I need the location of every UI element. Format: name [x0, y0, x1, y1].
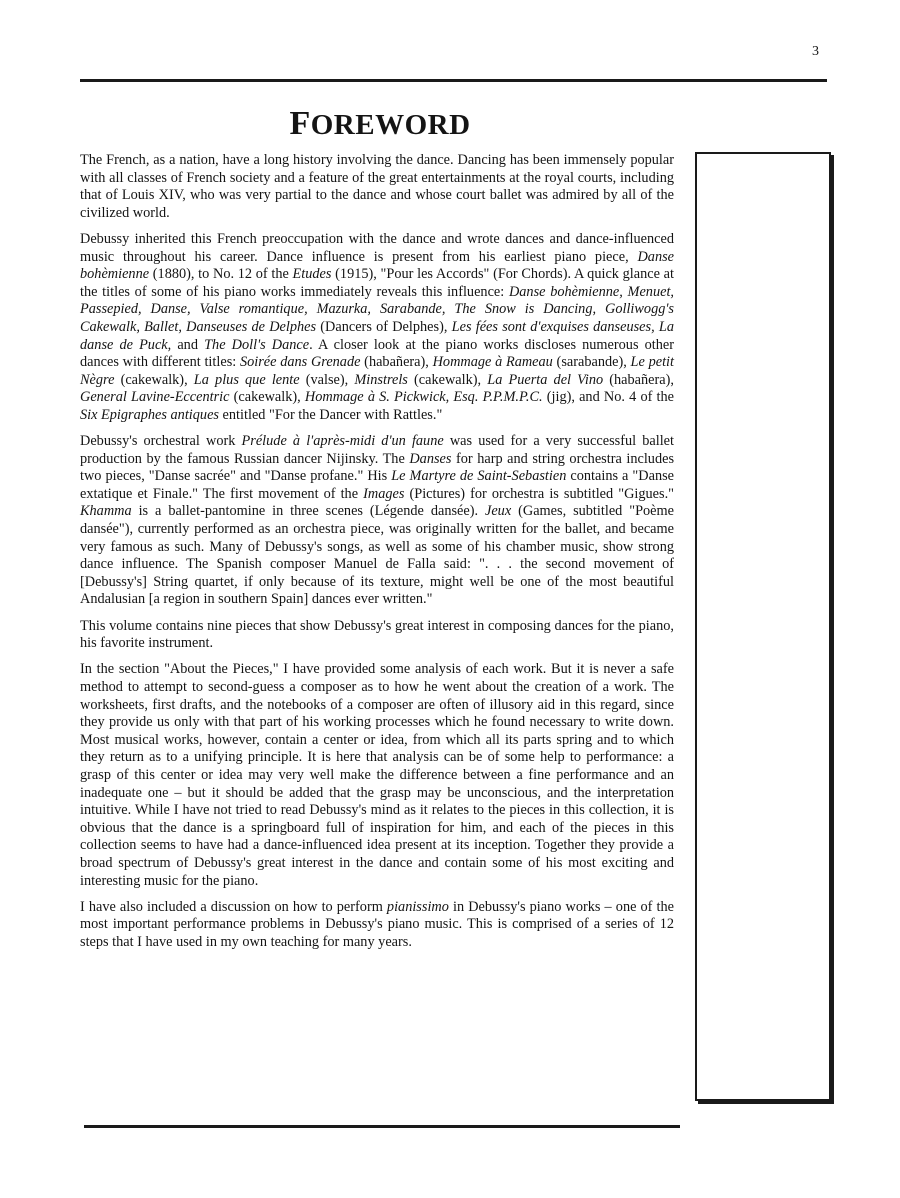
bottom-rule — [84, 1125, 680, 1128]
text-run: (valse), — [299, 371, 355, 388]
text-run: This volume contains nine pieces that show Debussy's great interest in composing dances for the piano, his favorite instrument. — [80, 617, 674, 652]
italic-title: Khamma — [80, 503, 132, 520]
text-run: I have also included a discussion on how to perform — [80, 898, 387, 915]
italic-title: La plus que lente — [193, 371, 300, 388]
text-run: (Dancers of Delphes), — [316, 318, 452, 335]
paragraph — [80, 152, 674, 222]
page-title — [80, 104, 680, 145]
italic-title: General Lavine-Eccentric — [80, 389, 230, 406]
italic-title: Danses — [409, 450, 452, 467]
text-run: contains a "Danse extatique et Finale." The first movement of the — [80, 468, 674, 502]
paragraph — [80, 661, 674, 890]
italic-title: Le petit Nègre — [80, 354, 674, 388]
italic-title: Danse bohèmienne — [80, 248, 674, 283]
text-run: is a ballet-pantomine in three scenes (Légende dansée). — [131, 503, 485, 520]
text-run: (habañera), — [603, 371, 674, 388]
text-run: in Debussy's piano works – one of the most important performance problems in Debussy's piano music. This is comprised of a series of 12 steps that I have used in my own teaching for many years. — [80, 898, 674, 950]
text-run: (Games, subtitled "Poème dansée"), currently performed as an orchestra piece, was originally written for the ballet, and became very famous as such. Many of Debussy's songs, as well as some of his chamber music, show strong dance influence. The Spanish composer Manuel de Falla said: ". . . the second movement of [Debussy's] String quartet, if only because of its texture, might well be one of the most beautiful Andalusian [a region in southern Spain] dances ever written." — [80, 503, 674, 608]
text-run: (cakewalk), — [114, 371, 194, 388]
sidebar-box — [695, 152, 831, 1101]
italic-title: Prélude à l'après-midi d'un faune — [241, 433, 444, 450]
paragraph — [80, 618, 674, 653]
foreword-body — [80, 152, 674, 960]
text-run: . A closer look at the piano works discloses numerous other dances with different titles: — [80, 336, 674, 371]
italic-title: La Puerta del Vino — [487, 371, 604, 388]
italic-title: The Doll's Dance — [204, 336, 310, 353]
text-run: (Pictures) for orchestra is subtitled "Gigues." — [404, 485, 674, 502]
text-run: and — [171, 336, 205, 353]
text-run: (habañera), — [360, 354, 433, 371]
text-run: In the section "About the Pieces," I have provided some analysis of each work. But it is never a safe method to attempt to second-guess a composer as to how he went about the creation of a work. The worksheets, first drafts, and the notebooks of a composer are often of illusory aid in this regard, since they provide us only with that part of his working processes which he found necessary to write down. Most musical works, however, contain a center or idea, from which all its parts spring and to which they return as to a unifying principle. It is here that analysis can be of some help to performance: a grasp of this center or idea may very well make the difference between a fine performance and an inadequate one – but it should be added that the grasp may be unconscious, and the interpretation intuitive. While I have not tried to read Debussy's mind as it relates to the pieces in this collection, it is obvious that the dance is a springboard full of inspiration for him, and each of the pieces in this collection seems to have had a dance-influenced idea present at its inception. Together they provide a broad spectrum of Debussy's great interest in the dance and contain some of his most exciting and interesting music for the piano. — [80, 661, 674, 889]
text-run: was used for a very successful ballet production by the famous Russian dancer Nijinsky. The — [80, 433, 674, 467]
italic-title: Le Martyre de Saint-Sebastien — [391, 468, 567, 485]
top-rule — [80, 79, 827, 82]
text-run: The French, as a nation, have a long history involving the dance. Dancing has been immensely popular with all classes of French society and a feature of the great entertainments at the royal courts, including that of Louis XIV, who was very partial to the dance and whose court ballet was admired by all of the civilized world. — [80, 152, 674, 221]
page-number: 3 — [812, 44, 819, 59]
paragraph — [80, 231, 674, 425]
title-initial: F — [289, 105, 311, 142]
text-run: (sarabande), — [552, 354, 631, 371]
italic-title: Jeux — [484, 503, 512, 520]
text-run: (cakewalk), — [407, 371, 488, 388]
text-run: for harp and string orchestra includes two pieces, "Danse sacrée" and "Danse profane." His — [80, 450, 675, 485]
italic-title: Minstrels — [354, 371, 408, 388]
text-run: (cakewalk), — [229, 389, 305, 406]
italic-title: Hommage à S. Pickwick, Esq. P.P.M.P.C. — [304, 389, 543, 406]
text-run: (jig), and No. 4 of the — [542, 389, 674, 406]
italic-title: pianissimo — [386, 898, 449, 915]
italic-title: Les fées sont d'exquises danseuses, La danse de Puck, — [80, 318, 674, 353]
italic-title: Six Epigraphes antiques — [80, 406, 219, 423]
text-run: entitled "For the Dancer with Rattles." — [218, 406, 443, 423]
italic-title: Soirée dans Grenade — [239, 354, 361, 371]
text-run: Debussy inherited this French preoccupation with the dance and wrote dances and dance-influenced music throughout his career. Dance influence is present from his earliest piano piece, — [80, 230, 674, 265]
text-run: (1915), "Pour les Accords" (For Chords). A quick glance at the titles of some of his piano works immediately reveals this influence: — [80, 266, 674, 300]
italic-title: Etudes — [292, 266, 332, 283]
text-run: Debussy's orchestral work — [80, 433, 242, 450]
paragraph — [80, 433, 674, 609]
text-run: (1880), to No. 12 of the — [149, 266, 293, 283]
italic-title: Danse bohèmienne, Menuet, Passepied, Danse, Valse romantique, Mazurka, Sarabande, The Snow is Dancing, Golliwogg's Cakewalk, Ballet, Danseuses de Delphes — [80, 283, 674, 335]
title-rest: OREWORD — [310, 109, 471, 141]
paragraph — [80, 899, 674, 952]
italic-title: Images — [363, 485, 405, 502]
italic-title: Hommage à Rameau — [432, 354, 553, 371]
